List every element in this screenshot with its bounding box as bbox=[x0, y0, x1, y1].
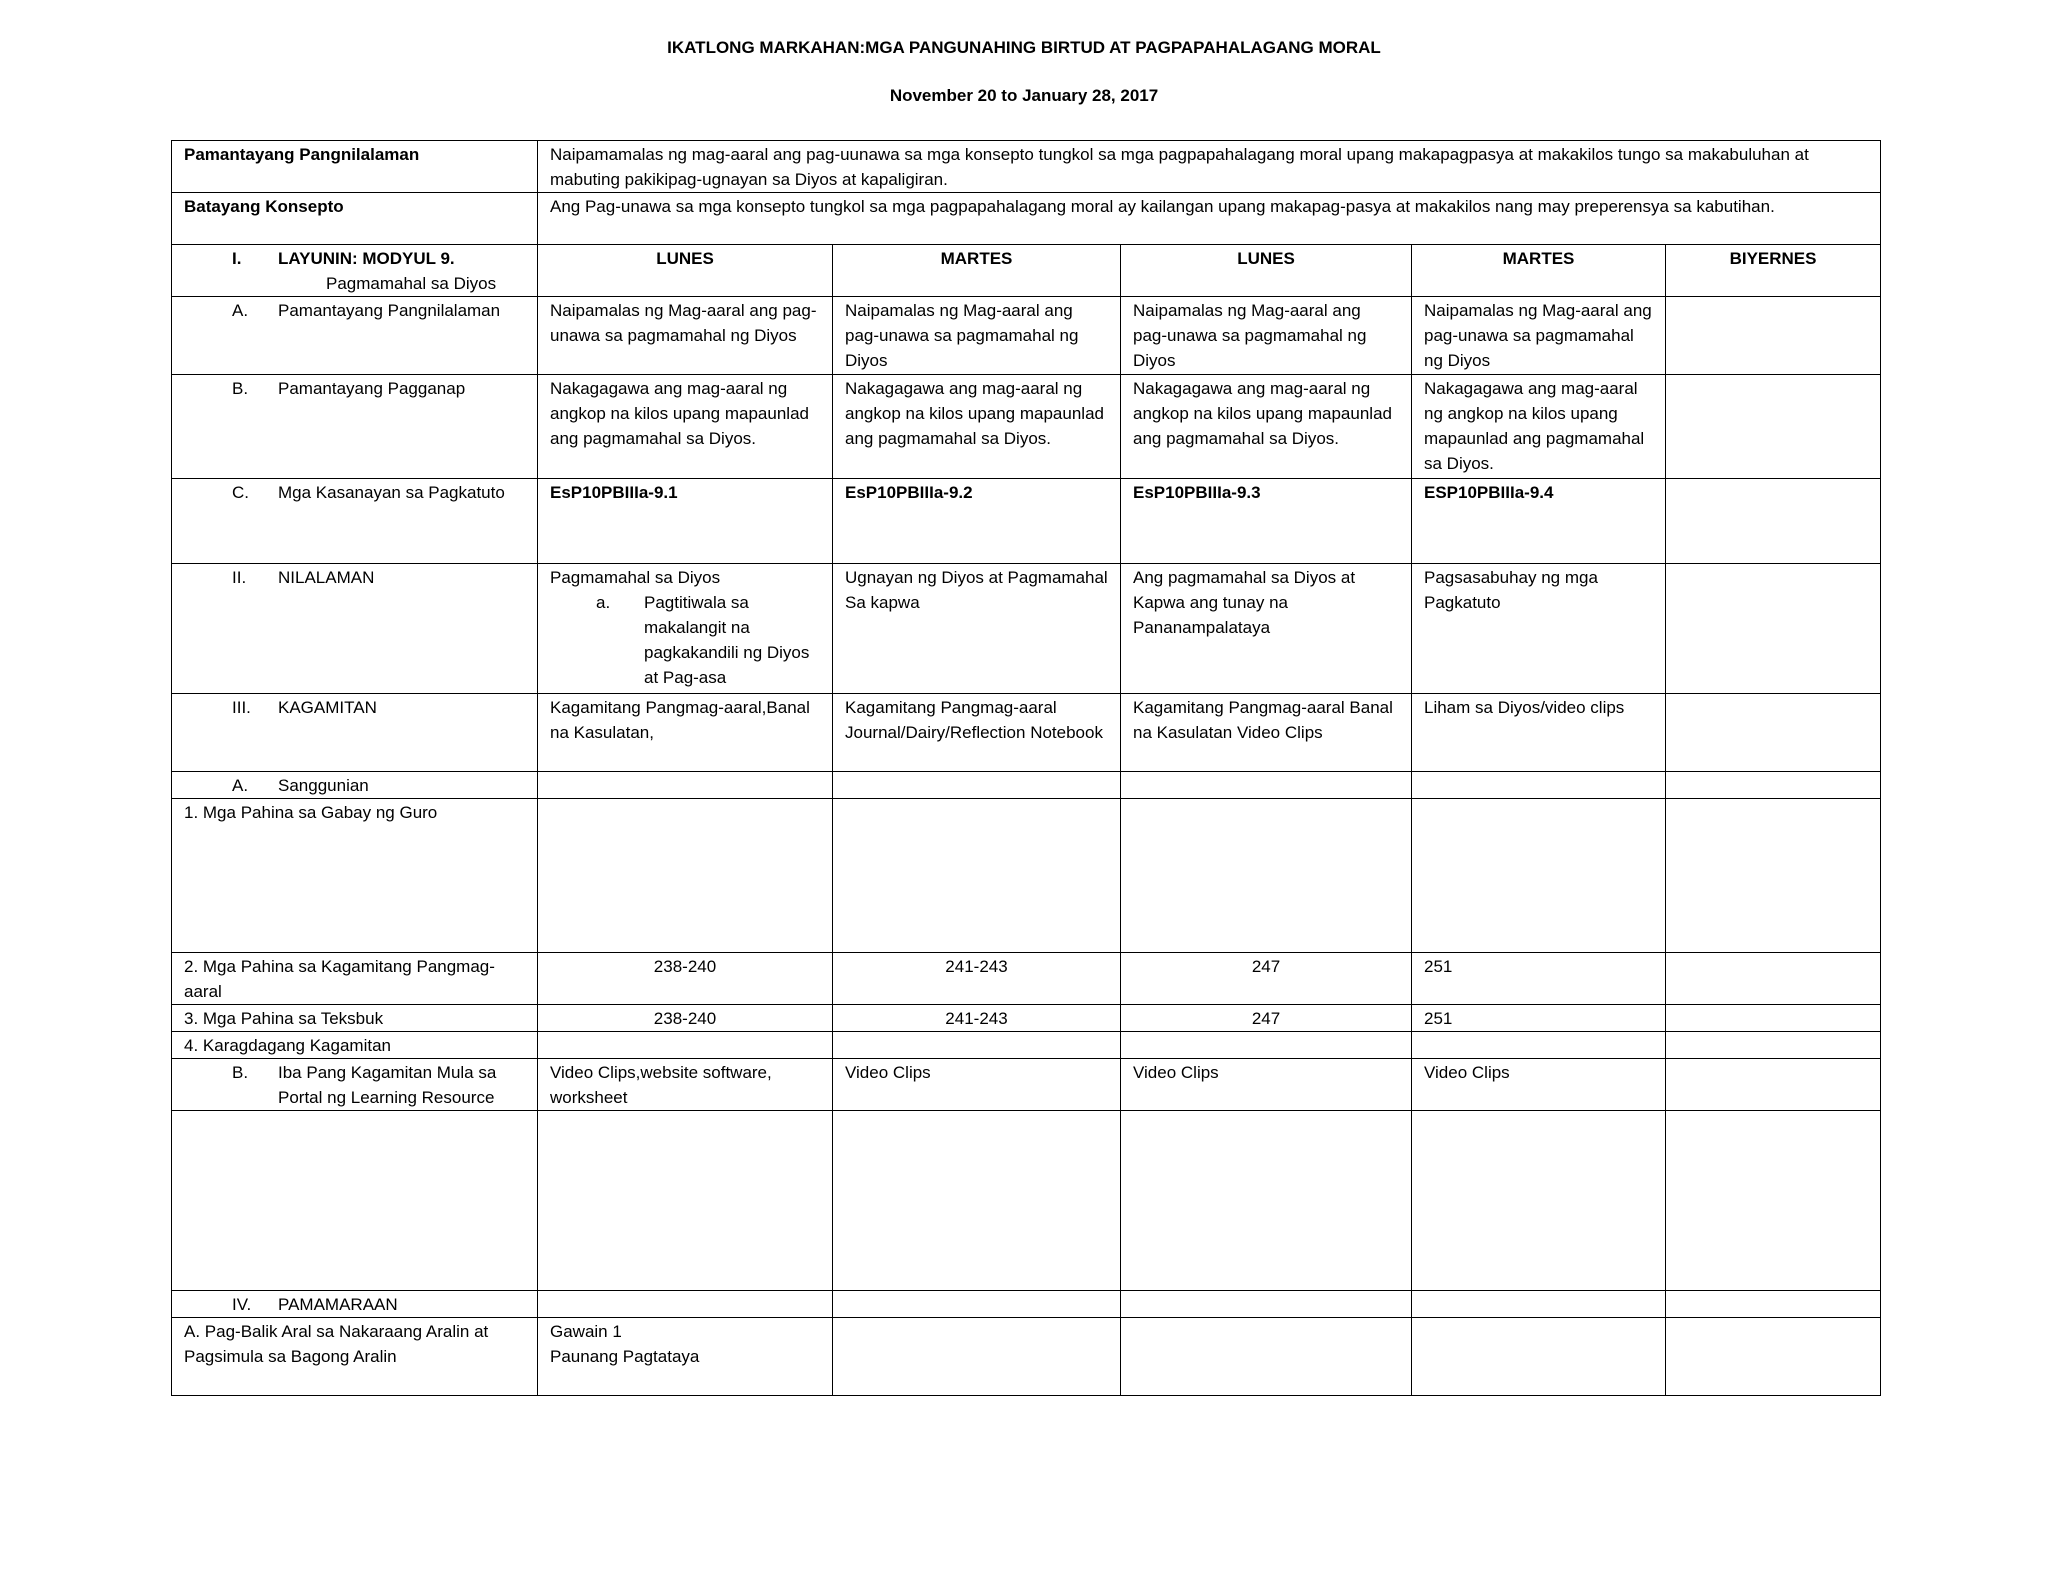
table-row bbox=[172, 1291, 1881, 1318]
layunin-title: LAYUNIN: MODYUL 9. bbox=[278, 249, 455, 268]
table-cell: Kagamitang Pangmag-aaral Banal na Kasulatan Video Clips bbox=[1121, 694, 1412, 772]
row-letter: B. bbox=[232, 1063, 249, 1082]
table-cell: Naipamalas ng Mag-aaral ang pag-unawa sa pagmamahal ng Diyos bbox=[1412, 297, 1666, 375]
table-cell: Video Clips,website software, worksheet bbox=[538, 1059, 833, 1111]
table-row bbox=[172, 375, 1881, 479]
pamantayan-label: Pamantayang Pangnilalaman bbox=[172, 141, 538, 193]
list-marker: a. bbox=[596, 593, 611, 612]
section-number: I. bbox=[232, 249, 242, 268]
table-cell bbox=[538, 564, 833, 694]
page-range: 241-243 bbox=[833, 953, 1121, 1005]
activity-detail: Paunang Pagtataya bbox=[550, 1347, 700, 1366]
table-cell: Video Clips bbox=[1121, 1059, 1412, 1111]
competency-code: EsP10PBIIIa-9.2 bbox=[833, 479, 1121, 564]
table-cell: Video Clips bbox=[833, 1059, 1121, 1111]
competency-code: ESP10PBIIIa-9.4 bbox=[1412, 479, 1666, 564]
table-cell: Nakagagawa ang mag-aaral ng angkop na kilos upang mapaunlad ang pagmamahal sa Diyos. bbox=[1121, 375, 1412, 479]
table-cell: Naipamalas ng Mag-aaral ang pag-unawa sa pagmamahal ng Diyos bbox=[538, 297, 833, 375]
table-row bbox=[172, 1059, 1881, 1111]
table-cell: Nakagagawa ang mag-aaral ng angkop na kilos upang mapaunlad ang pagmamahal sa Diyos. bbox=[833, 375, 1121, 479]
row-label: PAMAMARAAN bbox=[278, 1295, 398, 1314]
table-cell: Nakagagawa ang mag-aaral ng angkop na kilos upang mapaunlad ang pagmamahal sa Diyos. bbox=[538, 375, 833, 479]
table-row bbox=[172, 1005, 1881, 1032]
page-range: 251 bbox=[1412, 953, 1666, 1005]
table-cell bbox=[538, 1318, 833, 1396]
row-letter: A. bbox=[232, 301, 249, 320]
table-cell: Pagsasabuhay ng mga Pagkatuto bbox=[1412, 564, 1666, 694]
nilalaman-main: Pagmamahal sa Diyos bbox=[550, 568, 721, 587]
table-cell bbox=[1666, 479, 1881, 564]
table-cell: Ugnayan ng Diyos at Pagmamahal Sa kapwa bbox=[833, 564, 1121, 694]
batayang-text: Ang Pag-unawa sa mga konsepto tungkol sa mga pagpapahalagang moral ay kailangan upang makapag-pasya at makakilos nang may preperensya sa kabutihan. bbox=[538, 193, 1881, 245]
table-row bbox=[172, 1318, 1881, 1396]
row-label: 2. Mga Pahina sa Kagamitang Pangmag-aaral bbox=[172, 953, 538, 1005]
table-row bbox=[172, 799, 1881, 953]
row-label: NILALAMAN bbox=[278, 568, 375, 587]
page-range: 238-240 bbox=[538, 1005, 833, 1032]
page-range: 238-240 bbox=[538, 953, 833, 1005]
table-cell bbox=[1666, 1059, 1881, 1111]
row-label: 4. Karagdagang Kagamitan bbox=[172, 1032, 538, 1059]
section-number: IV. bbox=[232, 1295, 252, 1314]
table-row bbox=[172, 694, 1881, 772]
lesson-log-table bbox=[171, 140, 1881, 1396]
pamantayan-text: Naipamamalas ng mag-aaral ang pag-uunawa sa mga konsepto tungkol sa mga pagpapahalagang moral upang makapagpasya at makakilos tungo sa makabuluhan at mabuting pakikipag-ugnayan sa Diyos at kapaligiran. bbox=[538, 141, 1881, 193]
nilalaman-subitem: Pagtitiwala sa makalangit na pagkakandili ng Diyos at Pag-asa bbox=[644, 593, 810, 687]
table-row bbox=[172, 564, 1881, 694]
row-label: A. Pag-Balik Aral sa Nakaraang Aralin at Pagsimula sa Bagong Aralin bbox=[172, 1318, 538, 1396]
layunin-subtitle: Pagmamahal sa Diyos bbox=[326, 274, 497, 293]
table-cell: Nakagagawa ang mag-aaral ng angkop na kilos upang mapaunlad ang pagmamahal sa Diyos. bbox=[1412, 375, 1666, 479]
table-cell bbox=[1666, 694, 1881, 772]
table-cell bbox=[1666, 564, 1881, 694]
row-label: Pamantayang Pagganap bbox=[278, 379, 466, 398]
day-header: MARTES bbox=[833, 245, 1121, 297]
row-letter: B. bbox=[232, 379, 249, 398]
table-row bbox=[172, 141, 1881, 193]
row-letter: C. bbox=[232, 483, 249, 502]
section-number: III. bbox=[232, 698, 251, 717]
document-date: November 20 to January 28, 2017 bbox=[889, 86, 1159, 105]
table-cell: Kagamitang Pangmag-aaral,Banal na Kasulatan, bbox=[538, 694, 833, 772]
layunin-cell bbox=[172, 245, 538, 297]
table-cell bbox=[1666, 953, 1881, 1005]
table-cell bbox=[1666, 375, 1881, 479]
document-title: IKATLONG MARKAHAN:MGA PANGUNAHING BIRTUD AT PAGPAPAHALAGANG MORAL bbox=[667, 38, 1381, 57]
competency-code: EsP10PBIIIa-9.1 bbox=[538, 479, 833, 564]
competency-code: EsP10PBIIIa-9.3 bbox=[1121, 479, 1412, 564]
table-row bbox=[172, 1111, 1881, 1291]
page-range: 241-243 bbox=[833, 1005, 1121, 1032]
table-row bbox=[172, 193, 1881, 245]
table-cell: Ang pagmamahal sa Diyos at Kapwa ang tunay na Pananampalataya bbox=[1121, 564, 1412, 694]
table-cell bbox=[1666, 297, 1881, 375]
batayang-label: Batayang Konsepto bbox=[172, 193, 538, 245]
row-label: 1. Mga Pahina sa Gabay ng Guro bbox=[172, 799, 538, 953]
row-label: Mga Kasanayan sa Pagkatuto bbox=[278, 483, 505, 502]
page-range: 247 bbox=[1121, 953, 1412, 1005]
page-range: 247 bbox=[1121, 1005, 1412, 1032]
table-row bbox=[172, 245, 1881, 297]
table-cell: Kagamitang Pangmag-aaral Journal/Dairy/Reflection Notebook bbox=[833, 694, 1121, 772]
row-label: Pamantayang Pangnilalaman bbox=[278, 301, 501, 320]
table-row bbox=[172, 479, 1881, 564]
section-number: II. bbox=[232, 568, 247, 587]
activity-name: Gawain 1 bbox=[550, 1322, 622, 1341]
table-cell: Naipamalas ng Mag-aaral ang pag-unawa sa pagmamahal ng Diyos bbox=[833, 297, 1121, 375]
table-cell: Naipamalas ng Mag-aaral ang pag-unawa sa pagmamahal ng Diyos bbox=[1121, 297, 1412, 375]
page-range: 251 bbox=[1412, 1005, 1666, 1032]
table-cell: Video Clips bbox=[1412, 1059, 1666, 1111]
row-letter: A. bbox=[232, 776, 249, 795]
table-cell bbox=[1666, 1005, 1881, 1032]
row-label: KAGAMITAN bbox=[278, 698, 377, 717]
day-header: LUNES bbox=[538, 245, 833, 297]
table-cell: Liham sa Diyos/video clips bbox=[1412, 694, 1666, 772]
row-label: Iba Pang Kagamitan Mula sa Portal ng Learning Resource bbox=[278, 1063, 497, 1107]
row-label: Sanggunian bbox=[278, 776, 369, 795]
day-header: MARTES bbox=[1412, 245, 1666, 297]
row-label: 3. Mga Pahina sa Teksbuk bbox=[172, 1005, 538, 1032]
table-row bbox=[172, 953, 1881, 1005]
table-row bbox=[172, 297, 1881, 375]
table-row bbox=[172, 772, 1881, 799]
day-header: LUNES bbox=[1121, 245, 1412, 297]
table-row bbox=[172, 1032, 1881, 1059]
day-header: BIYERNES bbox=[1666, 245, 1881, 297]
